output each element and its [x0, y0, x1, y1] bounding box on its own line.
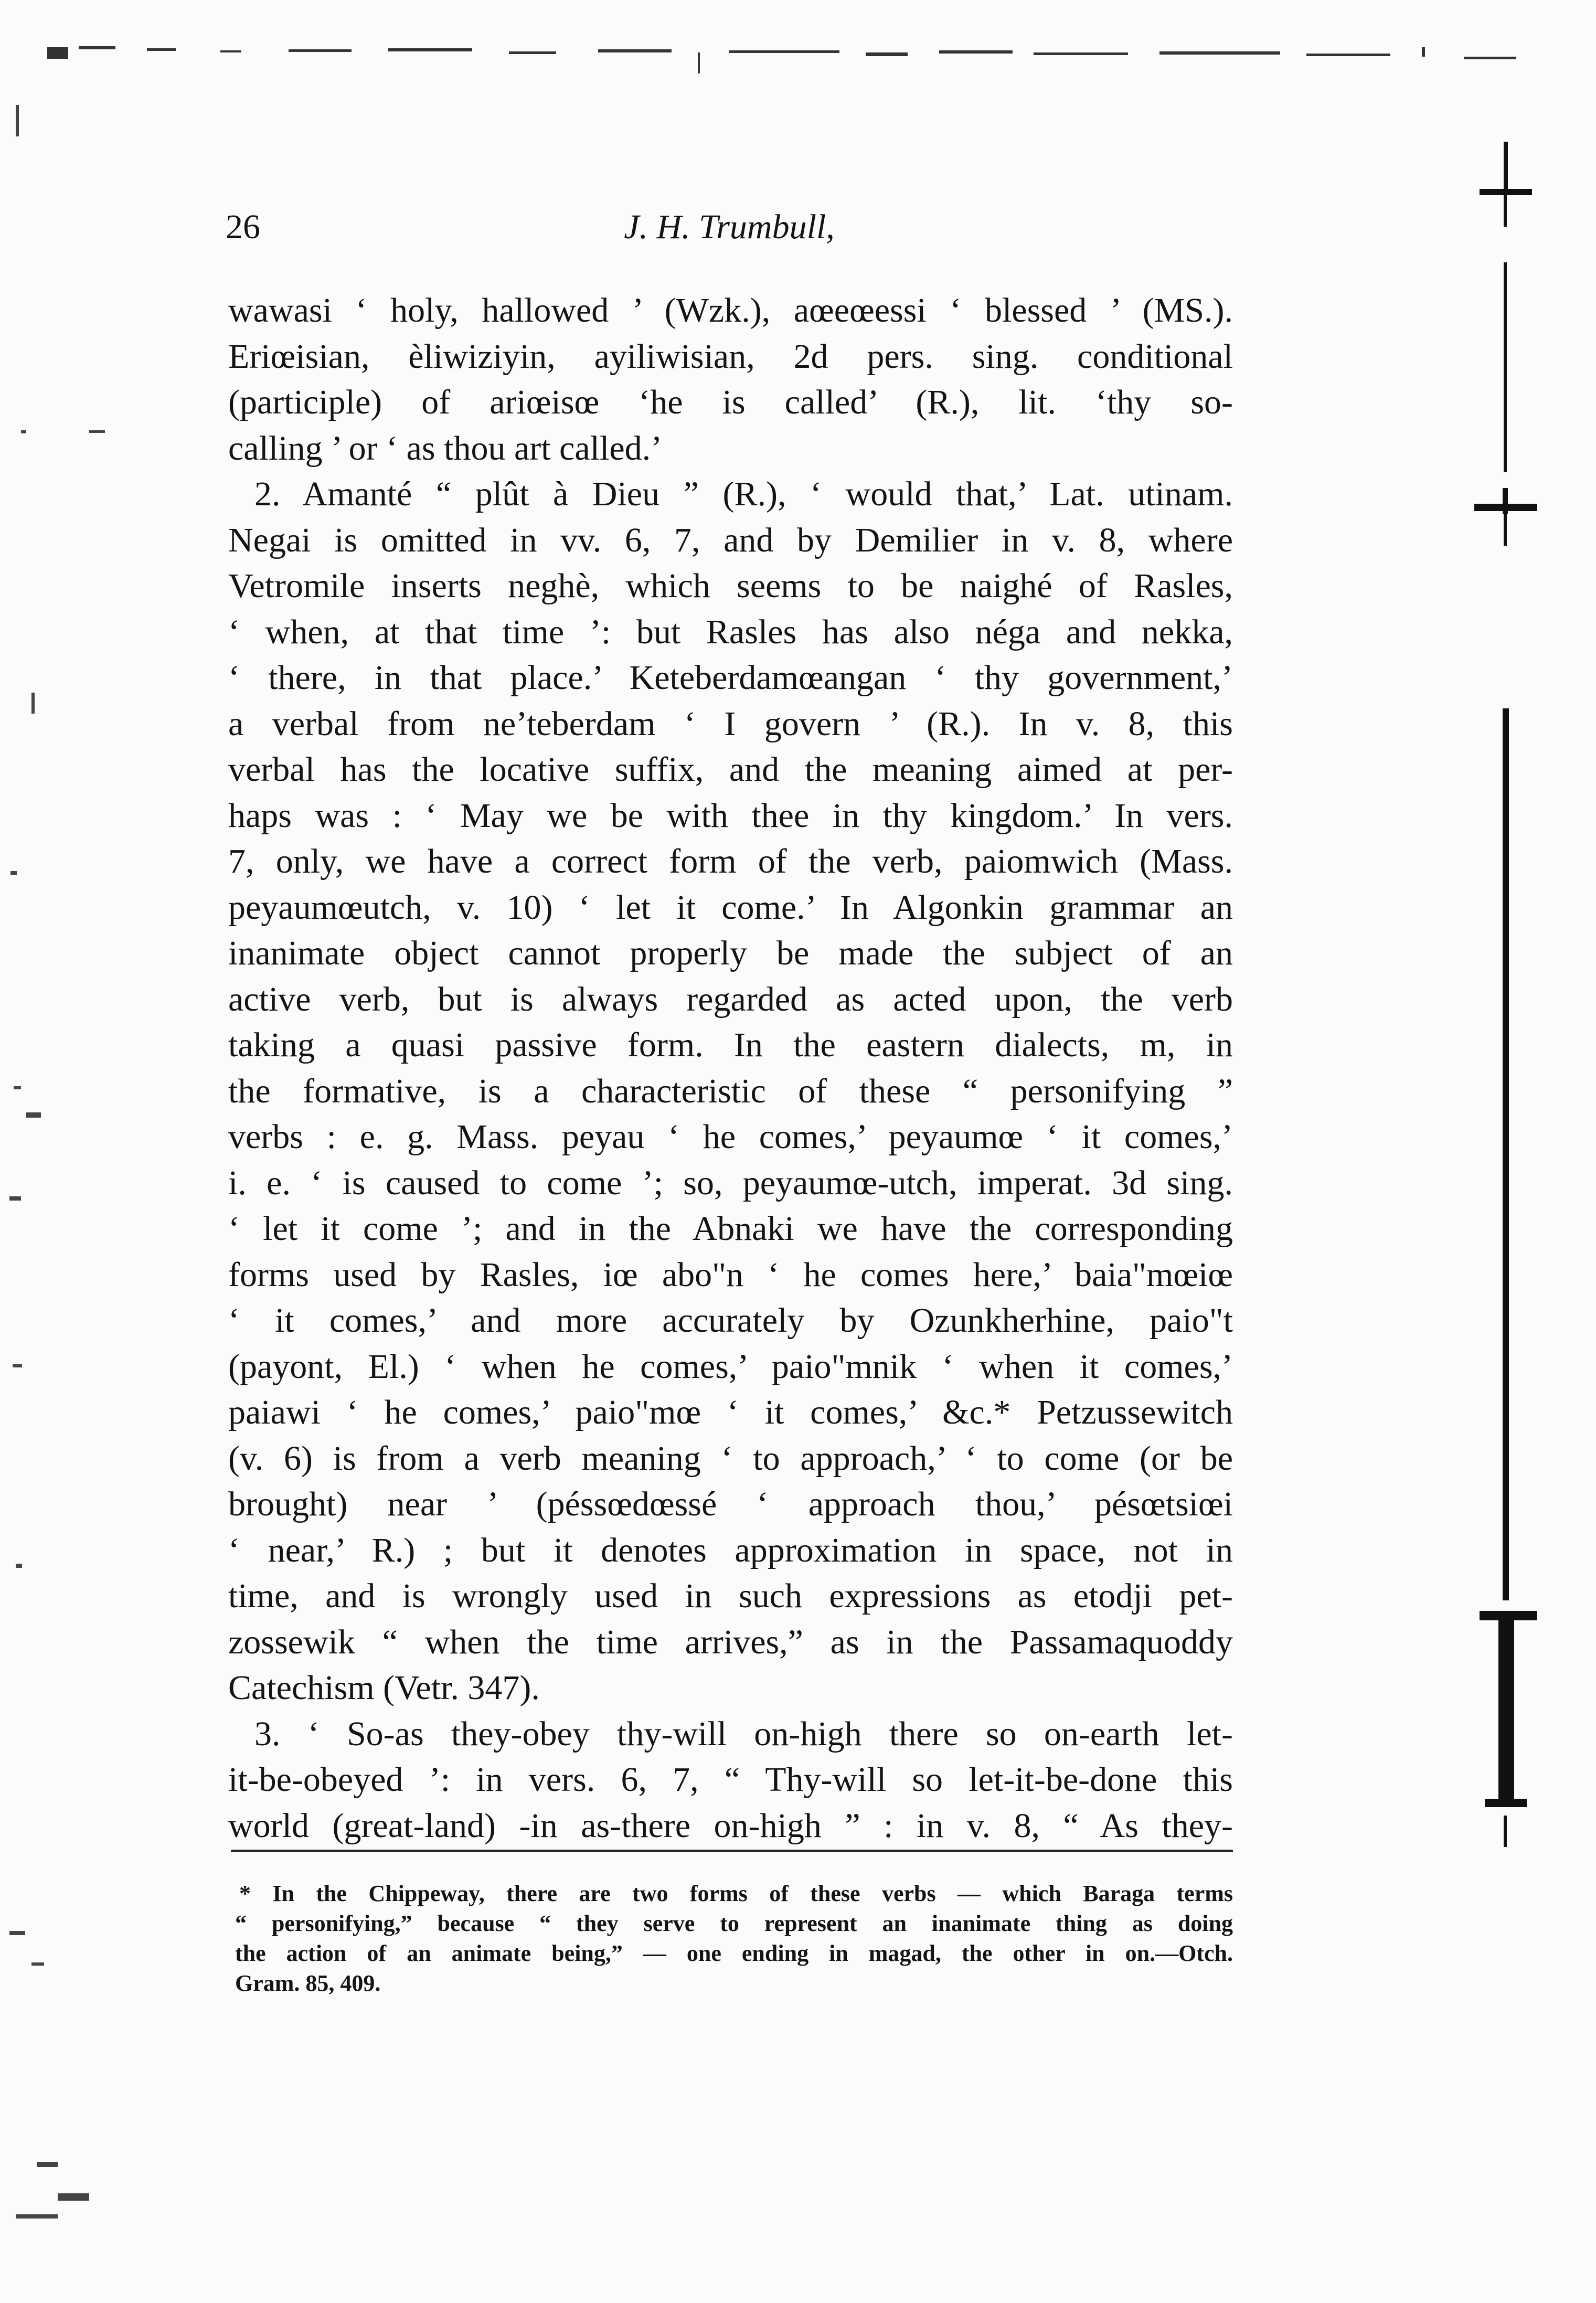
text-line: peyaumœutch, v. 10) ‘ let it come.’ In Algonkin grammar an: [228, 888, 1233, 927]
text-line: forms used by Rasles, iœ abo"n ‘ he comes here,’ baia"mœiœ: [228, 1255, 1233, 1294]
scan-noise-left: [0, 63, 110, 2277]
text-line: (v. 6) is from a verb meaning ‘ to approach,’ ‘ to come (or be: [228, 1439, 1233, 1478]
binding-rule-right: [1459, 142, 1553, 2293]
text-line: Catechism (Vetr. 347).: [228, 1669, 540, 1707]
scan-noise-top: [47, 37, 1527, 84]
footnote-line: Gram. 85, 409.: [235, 1970, 381, 1996]
text-line: the formative, is a characteristic of these “ personifying ”: [228, 1071, 1233, 1110]
text-line: ‘ it comes,’ and more accurately by Ozunkherhine, paio"t: [228, 1301, 1233, 1340]
footnote-line: * In the Chippeway, there are two forms of these verbs — which Baraga terms: [239, 1881, 1233, 1906]
page-number: 26: [226, 208, 260, 246]
text-line: i. e. ‘ is caused to come ’; so, peyaumœ-utch, imperat. 3d sing.: [228, 1163, 1233, 1202]
running-header: [226, 207, 1233, 260]
text-line: (payont, El.) ‘ when he comes,’ paio"mnik ‘ when it comes,’: [228, 1347, 1233, 1386]
text-line: taking a quasi passive form. In the eastern dialects, m, in: [228, 1026, 1233, 1064]
footnote: [235, 1879, 1233, 1998]
footnote-line: “ personifying,” because “ they serve to represent an inanimate thing as doing: [235, 1911, 1233, 1936]
footnote-line: the action of an animate being,” — one ending in magad, the other in on.—Otch.: [235, 1940, 1233, 1966]
text-line: verbs : e. g. Mass. peyau ‘ he comes,’ peyaumœ ‘ it comes,’: [228, 1118, 1233, 1156]
text-line: time, and is wrongly used in such expressions as etodji pet-: [228, 1577, 1233, 1615]
text-line: it-be-obeyed ’: in vers. 6, 7, “ Thy-will so let-it-be-done this: [228, 1760, 1233, 1799]
text-line: ‘ there, in that place.’ Keteberdamœangan ‘ thy government,’: [228, 659, 1233, 697]
text-line: zossewik “ when the time arrives,” as in the Passamaquoddy: [228, 1622, 1233, 1661]
text-line: brought) near ’ (péssœdœssé ‘ approach thou,’ pésœtsiœi: [228, 1485, 1233, 1523]
text-line: calling ’ or ‘ as thou art called.’: [228, 429, 663, 468]
paragraph-start: 2. Amanté “ plût à Dieu ” (R.), ‘ would that,’ Lat. utinam.: [254, 475, 1233, 513]
body-text: [228, 288, 1233, 1849]
text-line: Negai is omitted in vv. 6, 7, and by Demilier in v. 8, where: [228, 521, 1233, 559]
text-line: a verbal from ne’teberdam ‘ I govern ’ (R.). In v. 8, this: [228, 704, 1233, 743]
text-line: Eriœisian, èliwiziyin, ayiliwisian, 2d pers. sing. conditional: [228, 337, 1233, 376]
text-line: inanimate object cannot properly be made the subject of an: [228, 934, 1233, 972]
text-line: active verb, but is always regarded as acted upon, the verb: [228, 980, 1233, 1018]
text-line: world (great-land) -in as-there on-high ” : in v. 8, “ As they-: [228, 1806, 1233, 1845]
text-line: 7, only, we have a correct form of the verb, paiomwich (Mass.: [228, 842, 1233, 880]
text-line: wawasi ‘ holy, hallowed ’ (Wzk.), aœeœessi ‘ blessed ’ (MS.).: [228, 291, 1233, 330]
text-line: haps was : ‘ May we be with thee in thy kingdom.’ In vers.: [228, 796, 1233, 835]
text-line: verbal has the locative suffix, and the meaning aimed at per-: [228, 750, 1233, 789]
running-head-title: J. H. Trumbull,: [624, 208, 835, 246]
text-line: Vetromile inserts neghè, which seems to be naighé of Rasles,: [228, 567, 1233, 605]
text-line: ‘ near,’ R.) ; but it denotes approximation in space, not in: [228, 1531, 1233, 1569]
text-line: (participle) of ariœisœ ‘he is called’ (R.), lit. ‘thy so-: [228, 383, 1233, 421]
text-line: ‘ let it come ’; and in the Abnaki we have the corresponding: [228, 1209, 1233, 1248]
text-line: ‘ when, at that time ’: but Rasles has also néga and nekka,: [228, 612, 1233, 651]
paragraph-start: 3. ‘ So-as they-obey thy-will on-high there so on-earth let-: [254, 1714, 1233, 1753]
text-line: paiawi ‘ he comes,’ paio"mœ ‘ it comes,’ &c.* Petzussewitch: [228, 1393, 1233, 1431]
footnote-divider: [231, 1850, 1233, 1852]
